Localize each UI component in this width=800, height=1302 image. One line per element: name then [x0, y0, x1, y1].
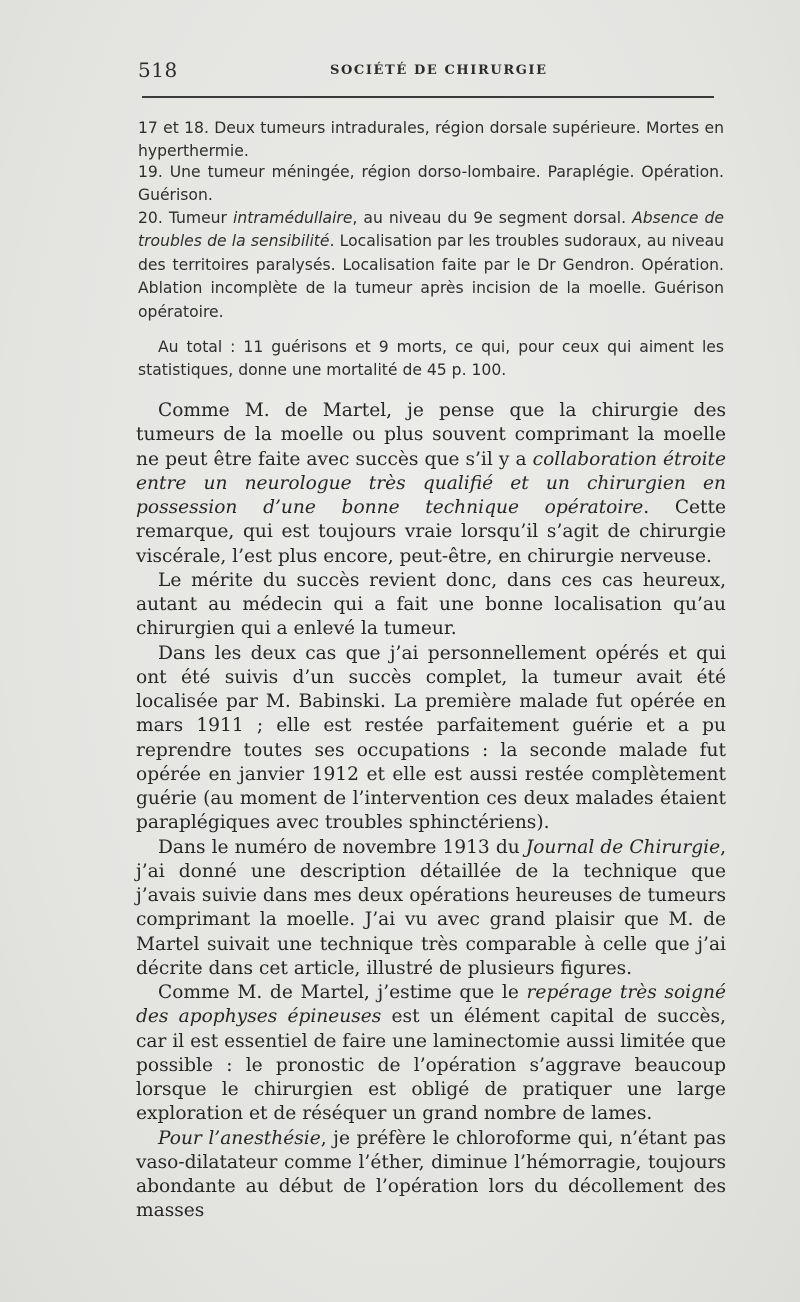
paragraph-5-italic: repérage très soigné des apophyses épineuses [136, 982, 726, 1028]
case-20-part-2: , au niveau du 9e segment dorsal. [352, 209, 633, 227]
paragraph-3: Dans les deux cas que j’ai personnellement opérés et qui ont été suivis d’un succès complet, la tumeur avait été localisée par M. Babinski. La première malade fut opérée en mars 1911 ; elle est restée parfaitement guérie et a pu reprendre toutes ses occupations : la seconde malade fut opérée en janvier 1912 et elle est aussi restée complètement guérie (au moment de l’intervention ces deux malades étaient paraplégiques avec troubles sphinctériens). [136, 642, 726, 834]
bottom-margin [0, 1000, 800, 1302]
case-19-text: 19. Une tumeur méningée, région dorso-lombaire. Paraplégie. Opération. Guérison. [138, 163, 724, 205]
case-20-part-3: . Localisation par les troubles sudoraux, au niveau des territoires paralysés. Localisation faite par le Dr Gendron. Opération. Ablation incomplète de la tumeur après incision de la moelle. Guérison opératoire. [138, 232, 725, 321]
paragraph-5-part-1: Comme M. de Martel, j’estime que le [158, 982, 527, 1003]
page-header [138, 58, 716, 88]
paragraph-5-part-2: est un élément capital de succès, car il est essentiel de faire une laminectomie aussi limitée que possible : le pronostic de l’opération s’aggrave beaucoup lorsque le chirurgien est obligé de pratiquer une large exploration et de réséquer un grand nombre de lames. [136, 1006, 726, 1125]
case-17-18-text: 17 et 18. Deux tumeurs intradurales, région dorsale supérieure. Mortes en hyperthermie. [138, 119, 724, 161]
paragraph-4 [136, 836, 726, 982]
page-number: 518 [138, 58, 178, 82]
total-summary-text: Au total : 11 guérisons et 9 morts, ce qui, pour ceux qui aiment les statistiques, donne une mortalité de 45 p. 100. [138, 338, 724, 380]
paragraph-4-part-1: Dans le numéro de novembre 1913 du [158, 836, 526, 858]
paragraph-1 [136, 399, 726, 569]
paragraph-1-part-2: . Cette remarque, qui est toujours vraie lorsqu’il s’agit de chirurgie viscérale, l’est plus encore, peut-être, en chirurgie nerveuse. [136, 497, 726, 567]
running-title: SOCIÉTÉ DE CHIRURGIE [330, 63, 548, 78]
header-rule [142, 96, 714, 98]
case-17-18 [138, 117, 724, 164]
paragraph-1-italic: collaboration étroite entre un neurologue très qualifié et un chirurgien en possession d’une bonne technique opératoire [136, 448, 726, 518]
paragraph-4-part-2: , j’ai donné une description détaillée de la technique que j’avais suivie dans mes deux opérations heureuses de tumeurs comprimant la moelle. J’ai vu avec grand plaisir que M. de Martel suivait une technique très comparable à celle que j’ai décrite dans cet article, illustré de plusieurs figures. [136, 836, 727, 979]
case-20-part-1: 20. Tumeur [138, 209, 233, 227]
paragraph-4-italic: Journal de Chirurgie [525, 836, 721, 858]
case-20 [138, 207, 724, 324]
paragraph-6-part-1: , je préfère le chloroforme qui, n’étant pas vaso-dilatateur comme l’éther, diminue l’hémorragie, toujours abondante au début de l’opération lors du décollement des masses [136, 1127, 726, 1222]
case-20-italic-2: Absence de troubles de la sensibilité [138, 209, 724, 251]
paragraph-6-italic: Pour l’anesthésie [158, 1127, 321, 1149]
case-20-text [138, 207, 724, 324]
total-summary [138, 336, 724, 383]
case-20-italic-1: intramédullaire [233, 209, 353, 227]
case-19 [138, 161, 724, 208]
paragraph-1-part-1: Comme M. de Martel, je pense que la chirurgie des tumeurs de la moelle ou plus souvent comprimant la moelle ne peut être faite avec succès que s’il y a [136, 400, 726, 470]
paragraph-2: Le mérite du succès revient donc, dans ces cas heureux, autant au médecin qui a fait une bonne localisation qu’au chirurgien qui a enlevé la tumeur. [136, 569, 726, 640]
